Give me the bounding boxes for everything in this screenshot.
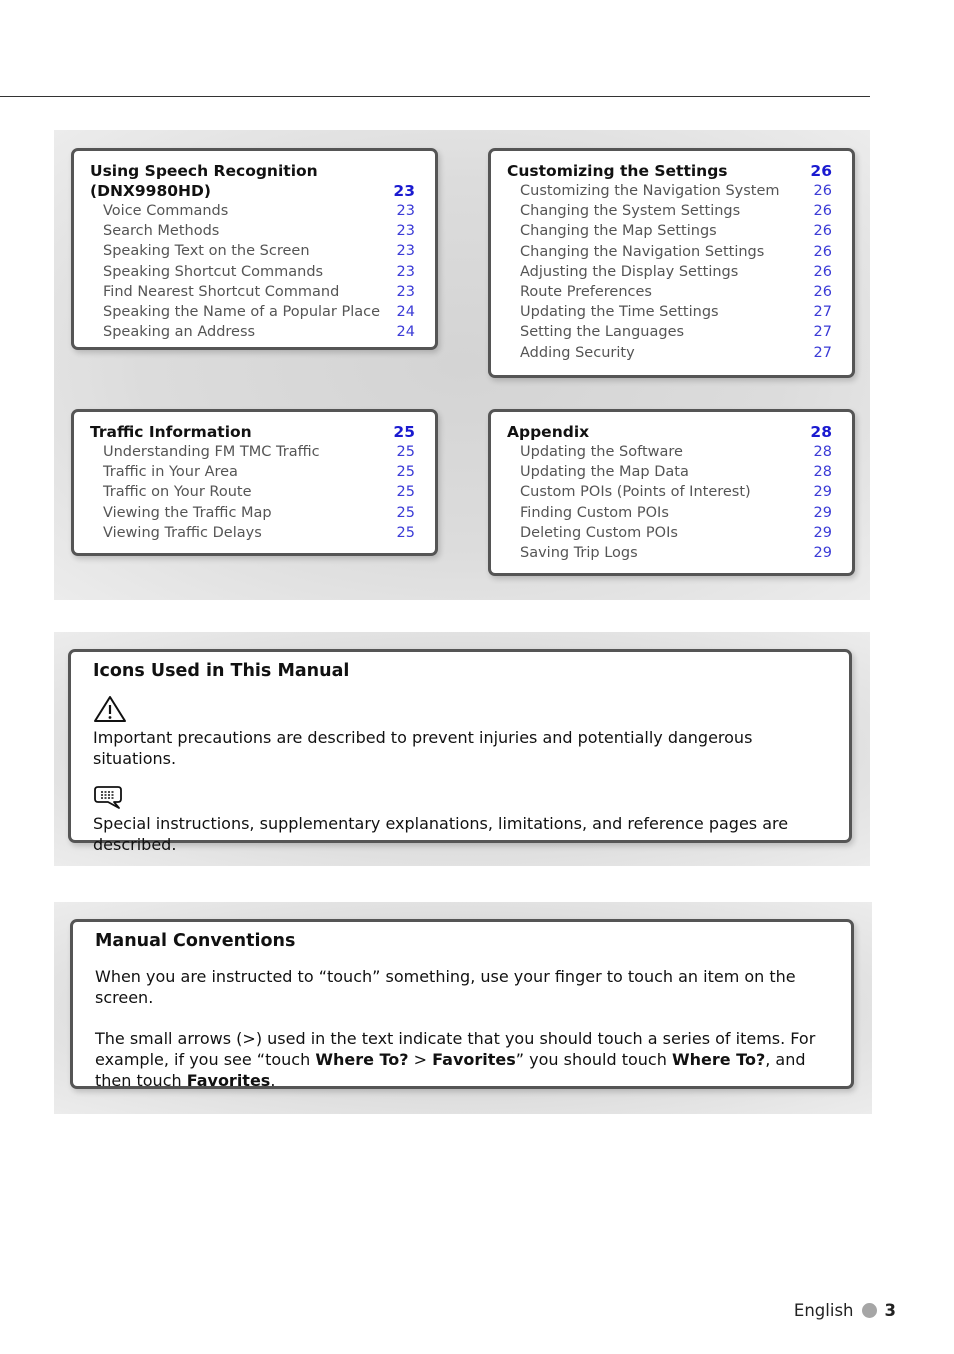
- toc-entry[interactable]: [507, 442, 832, 462]
- icons-box: [68, 649, 852, 854]
- conventions-title: Manual Conventions: [95, 931, 296, 951]
- toc-entry[interactable]: [507, 242, 832, 262]
- toc-entry-page: 23: [396, 223, 415, 240]
- toc-entry[interactable]: [507, 482, 832, 502]
- toc-entry[interactable]: [90, 262, 415, 282]
- icons-section-title: Icons Used in This Manual: [93, 661, 350, 681]
- p2-text: , and then touch: [95, 1050, 806, 1090]
- toc-entry-label: Speaking an Address: [103, 324, 256, 341]
- toc-entry-label: Changing the Navigation Settings: [520, 243, 765, 260]
- conventions-paragraph-1: When you are instructed to “touch” something, use your finger to touch an item on the screen.: [95, 967, 796, 1007]
- toc-entry[interactable]: [507, 221, 832, 241]
- toc-heading-page: 23: [393, 182, 415, 200]
- toc-entry-label: Changing the System Settings: [520, 203, 741, 220]
- toc-entry-page: 28: [813, 444, 832, 460]
- toc-entry-label: Deleting Custom POIs: [520, 524, 678, 541]
- conventions-box: [70, 919, 854, 1089]
- toc-entry-label: Voice Commands: [103, 203, 229, 219]
- toc-entry-page: 27: [813, 344, 832, 361]
- toc-heading-label: Traffic Information: [90, 423, 252, 441]
- page-footer: [794, 1301, 896, 1320]
- toc-entry[interactable]: [507, 262, 832, 282]
- toc-entry-page: 28: [813, 464, 832, 481]
- toc-entry-label: Saving Trip Logs: [520, 545, 638, 562]
- toc-entry[interactable]: [90, 462, 415, 482]
- p2-text: .: [270, 1071, 276, 1090]
- toc-entry-label: Route Preferences: [520, 284, 652, 301]
- toc-box-traffic: [71, 409, 438, 556]
- toc-entry-label: Setting the Languages: [520, 324, 685, 341]
- toc-entry[interactable]: [507, 322, 832, 342]
- toc-entry-label: Updating the Software: [520, 444, 683, 460]
- toc-entry-label: Speaking Text on the Screen: [103, 243, 310, 260]
- toc-list-appendix: [507, 442, 832, 563]
- toc-box-settings: [488, 148, 855, 378]
- toc-entry-label: Find Nearest Shortcut Command: [103, 283, 340, 300]
- toc-entry-label: Updating the Time Settings: [520, 304, 719, 321]
- toc-entry[interactable]: [90, 241, 415, 261]
- toc-entry-page: 29: [813, 484, 832, 501]
- toc-entry-label: Traffic in Your Area: [103, 464, 238, 481]
- toc-entry-label: Speaking Shortcut Commands: [103, 263, 324, 280]
- toc-entry[interactable]: [90, 201, 415, 221]
- toc-entry[interactable]: [507, 282, 832, 302]
- page-number: 3: [884, 1301, 896, 1320]
- toc-entry-page: 23: [396, 243, 415, 260]
- toc-entry-page: 29: [813, 524, 832, 541]
- toc-entry-page: 26: [813, 243, 832, 260]
- toc-entry-page: 29: [813, 545, 832, 562]
- warning-triangle-icon: [93, 695, 127, 723]
- toc-entry-label: Viewing the Traffic Map: [103, 504, 272, 521]
- p2-bold-where-to: Where To?: [671, 1050, 766, 1069]
- toc-entry-page: 23: [396, 263, 415, 280]
- toc-entry-label: Speaking the Name of a Popular Place: [103, 304, 381, 321]
- toc-heading-traffic[interactable]: [90, 422, 415, 442]
- toc-entry-page: 23: [396, 283, 415, 300]
- toc-entry[interactable]: [90, 523, 415, 543]
- toc-list-speech: [90, 201, 415, 342]
- p2-bold-favorites: Favorites: [432, 1050, 516, 1069]
- p2-text: The small arrows (>) used in the text indicate that you should touch a series of items. For example, if you see “touch: [95, 1029, 816, 1069]
- toc-heading-speech[interactable]: [90, 161, 415, 201]
- header-rule: [0, 96, 870, 97]
- toc-entry[interactable]: [507, 523, 832, 543]
- conventions-paragraph-2: [95, 1028, 829, 1091]
- toc-entry-page: 26: [813, 203, 832, 220]
- toc-entry-page: 29: [813, 504, 832, 521]
- toc-entry-label: Finding Custom POIs: [520, 504, 669, 521]
- toc-entry[interactable]: [90, 221, 415, 241]
- p2-bold-where-to: Where To?: [315, 1050, 409, 1069]
- toc-entry[interactable]: [90, 282, 415, 302]
- toc-entry-label: Custom POIs (Points of Interest): [520, 484, 751, 501]
- toc-entry-page: 25: [396, 524, 415, 541]
- toc-entry-page: 26: [813, 183, 832, 199]
- toc-heading-label: Appendix: [507, 423, 590, 441]
- toc-box-appendix: [488, 409, 855, 576]
- toc-entry[interactable]: [90, 482, 415, 502]
- toc-entry-label: Viewing Traffic Delays: [103, 524, 262, 541]
- toc-entry-page: 26: [813, 263, 832, 280]
- toc-entry-page: 25: [396, 464, 415, 481]
- toc-heading-page: 25: [393, 423, 415, 441]
- toc-entry[interactable]: [507, 201, 832, 221]
- toc-entry[interactable]: [90, 503, 415, 523]
- toc-entry-page: 25: [396, 444, 415, 460]
- toc-entry[interactable]: [507, 302, 832, 322]
- toc-heading-settings[interactable]: [507, 161, 832, 181]
- toc-entry[interactable]: [90, 322, 415, 342]
- toc-entry-label: Search Methods: [103, 223, 220, 240]
- toc-entry-page: 23: [396, 203, 415, 219]
- toc-entry-label: Understanding FM TMC Traffic: [103, 444, 320, 460]
- toc-entry-page: 24: [396, 324, 415, 341]
- warning-description: Important precautions are described to prevent injuries and potentially dangerous situations.: [93, 728, 753, 768]
- toc-entry[interactable]: [507, 181, 832, 201]
- toc-entry[interactable]: [507, 343, 832, 363]
- toc-entry-page: 26: [813, 223, 832, 240]
- toc-list-traffic: [90, 442, 415, 543]
- footer-language: English: [793, 1301, 854, 1320]
- toc-heading-appendix[interactable]: [507, 422, 832, 442]
- toc-entry[interactable]: [90, 302, 415, 322]
- note-description: Special instructions, supplementary explanations, limitations, and reference pages are described.: [93, 814, 789, 854]
- toc-entry[interactable]: [90, 442, 415, 462]
- p2-text: >: [408, 1050, 433, 1069]
- toc-entry-label: Adding Security: [520, 344, 635, 361]
- toc-entry-label: Customizing the Navigation System: [520, 183, 780, 199]
- toc-entry-page: 24: [396, 304, 415, 321]
- toc-entry-label: Traffic on Your Route: [103, 484, 252, 501]
- p2-text: ” you should touch: [515, 1050, 672, 1069]
- toc-entry[interactable]: [507, 503, 832, 523]
- toc-entry-page: 25: [396, 504, 415, 521]
- toc-entry-page: 27: [813, 324, 832, 341]
- toc-heading-label: Using Speech Recognition (DNX9980HD): [90, 162, 318, 200]
- toc-entry-label: Updating the Map Data: [520, 464, 689, 481]
- toc-entry-page: 25: [396, 484, 415, 501]
- toc-heading-page: 28: [810, 423, 832, 441]
- toc-box-speech: [71, 148, 438, 350]
- toc-heading-label: Customizing the Settings: [507, 162, 728, 180]
- toc-entry[interactable]: [507, 543, 832, 563]
- toc-entry[interactable]: [507, 462, 832, 482]
- toc-entry-page: 27: [813, 304, 832, 321]
- footer-dot-icon: [862, 1303, 877, 1318]
- toc-entry-page: 26: [813, 284, 832, 301]
- toc-list-settings: [507, 181, 832, 363]
- note-bubble-icon: [93, 783, 125, 811]
- toc-entry-label: Changing the Map Settings: [520, 223, 717, 240]
- toc-heading-page: 26: [810, 162, 832, 180]
- toc-entry-label: Adjusting the Display Settings: [520, 263, 739, 280]
- p2-bold-favorites: Favorites: [186, 1071, 271, 1090]
